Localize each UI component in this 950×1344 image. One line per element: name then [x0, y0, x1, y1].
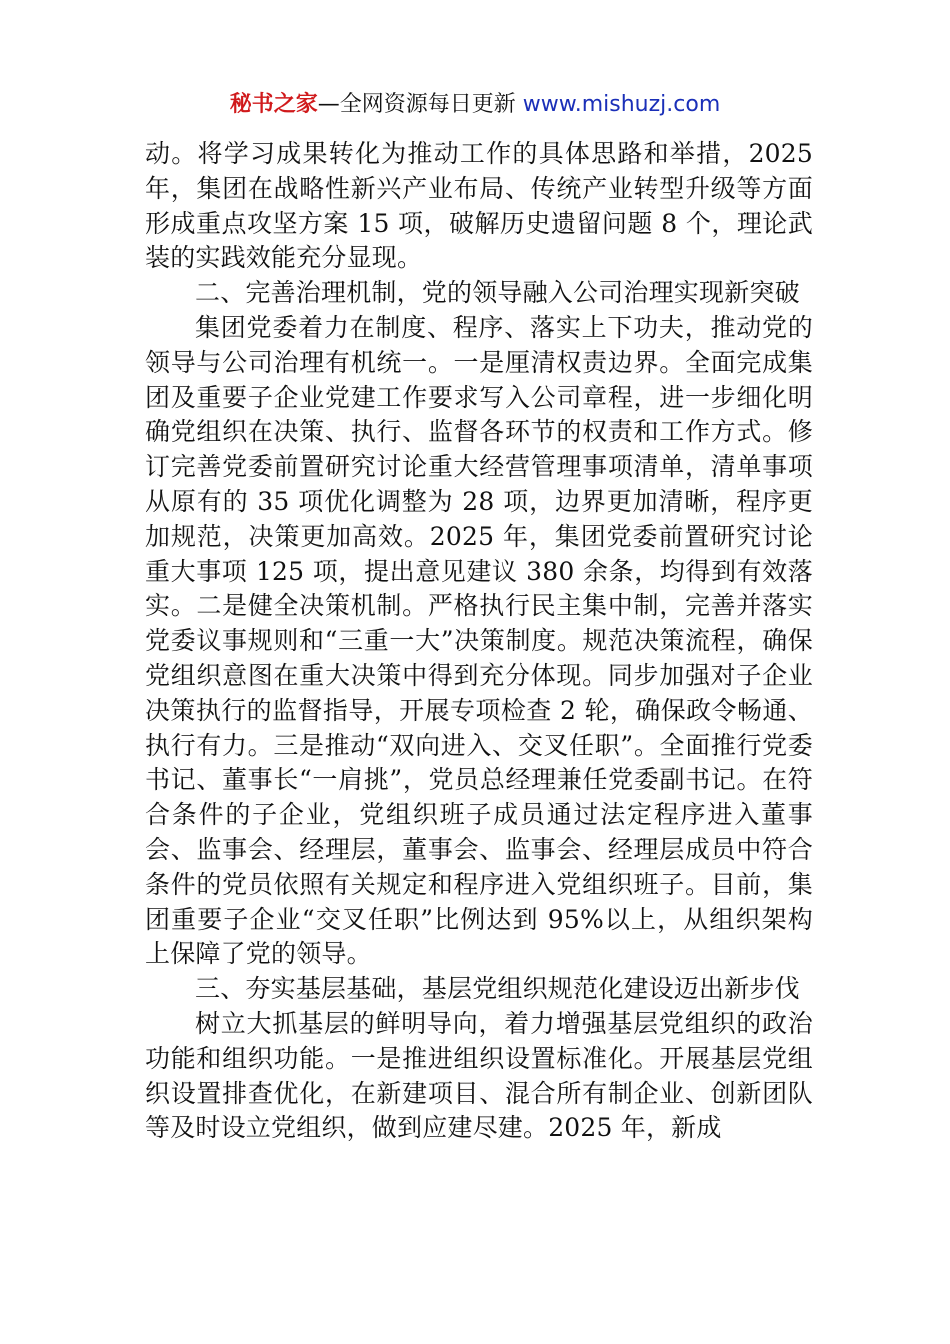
site-brand: 秘书之家: [229, 92, 318, 117]
paragraph-continuation: 动。将学习成果转化为推动工作的具体思路和举措，2025年，集团在战略性新兴产业布局、传统产业转型升级等方面形成重点攻坚方案 15 项，破解历史遗留问题 8 个，理论武装的实践效能充分显现。: [145, 139, 813, 273]
document-body: [145, 137, 813, 1146]
paragraph-governance: 集团党委着力在制度、程序、落实上下功夫，推动党的领导与公司治理有机统一。一是厘清权责边界。全面完成集团及重要子企业党建工作要求写入公司章程，进一步细化明确党组织在决策、执行、监督各环节的权责和工作方式。修订完善党委前置研究讨论重大经营管理事项清单，清单事项从原有的 35 项优化调整为 28 项，边界更加清晰，程序更加规范，决策更加高效。2025 年，集团党委前置研究讨论重大事项 125 项，提出意见建议 380 余条，均得到有效落实。二是健全决策机制。严格执行民主集中制，完善并落实党委议事规则和“三重一大”决策制度。规范决策流程，确保党组织意图在重大决策中得到充分体现。同步加强对子企业决策执行的监督指导，开展专项检查 2 轮，确保政令畅通、执行有力。三是推动“双向进入、交叉任职”。全面推行党委书记、董事长“一肩挑”，党员总经理兼任党委副书记。在符合条件的子企业，党组织班子成员通过法定程序进入董事会、监事会、经理层，董事会、监事会、经理层成员中符合条件的党员依照有关规定和程序进入党组织班子。目前，集团重要子企业“交叉任职”比例达到 95%以上，从组织架构上保障了党的领导。: [145, 312, 813, 969]
site-header: [0, 88, 950, 122]
site-tagline: —全网资源每日更新: [317, 92, 523, 117]
section-heading-3: 三、夯实基层基础，基层党组织规范化建设迈出新步伐: [195, 974, 800, 1004]
paragraph-grassroots: 树立大抓基层的鲜明导向，着力增强基层党组织的政治功能和组织功能。一是推进组织设置标准化。开展基层党组织设置排查优化，在新建项目、混合所有制企业、创新团队等及时设立党组织，做到应建尽建。2025 年，新成: [145, 1008, 813, 1143]
site-url-link[interactable]: www.mishuzj.com: [522, 92, 721, 117]
section-heading-2: 二、完善治理机制，党的领导融入公司治理实现新突破: [195, 278, 800, 308]
